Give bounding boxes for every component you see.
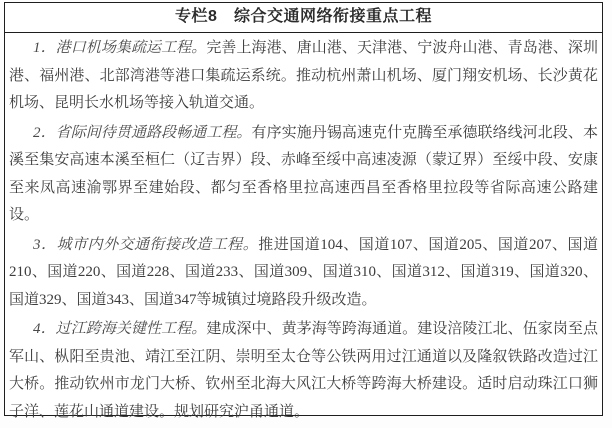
paragraph [9, 35, 598, 118]
paragraph [9, 120, 598, 230]
panel-body [5, 33, 602, 426]
panel-title: 专栏8 综合交通网络衔接重点工程 [5, 3, 602, 33]
paragraph-lead: 2．省际间待贯通路段畅通工程。 [33, 124, 252, 141]
paragraph [9, 232, 598, 315]
paragraph-lead: 4．过江跨海关键性工程。 [33, 321, 207, 337]
paragraph-lead: 3．城市内外交通衔接改造工程。 [33, 236, 259, 253]
paragraph-text: 建成深中、黄茅海等跨海通道。建设涪陵江北、伍家岗至点军山、枞阳至贵池、靖江至江阴、崇明至太仓等公铁两用过江通道以及隆叙铁路改造过江大桥。推动钦州市龙门大桥、钦州至北海大风江大桥等跨海大桥建设。适时启动珠江口狮子洋、莲花山通道建设。规划研究沪甬通道。 [9, 321, 598, 420]
paragraph [9, 316, 598, 426]
column-box-panel [4, 2, 603, 420]
paragraph-text: 有序实施丹锡高速克什克腾至承德联络线河北段、本溪至集安高速本溪至桓仁（辽吉界）段、赤峰至绥中高速凌源（蒙辽界）至绥中段、安康至来凤高速渝鄂界至建始段、都匀至香格里拉高速西昌至香格里拉段等省际高速公路建设。 [9, 124, 598, 223]
paragraph-text: 推进国道104、国道107、国道205、国道207、国道210、国道220、国道228、国道233、国道309、国道310、国道312、国道319、国道320、国道329、国道343、国道347等城镇过境路段升级改造。 [9, 236, 598, 308]
paragraph-lead: 1．港口机场集疏运工程。 [33, 40, 207, 56]
paragraph-text: 完善上海港、唐山港、天津港、宁波舟山港、青岛港、深圳港、福州港、北部湾港等港口集疏运系统。推动杭州萧山机场、厦门翔安机场、长沙黄花机场、昆明长水机场等接入轨道交通。 [9, 40, 598, 111]
